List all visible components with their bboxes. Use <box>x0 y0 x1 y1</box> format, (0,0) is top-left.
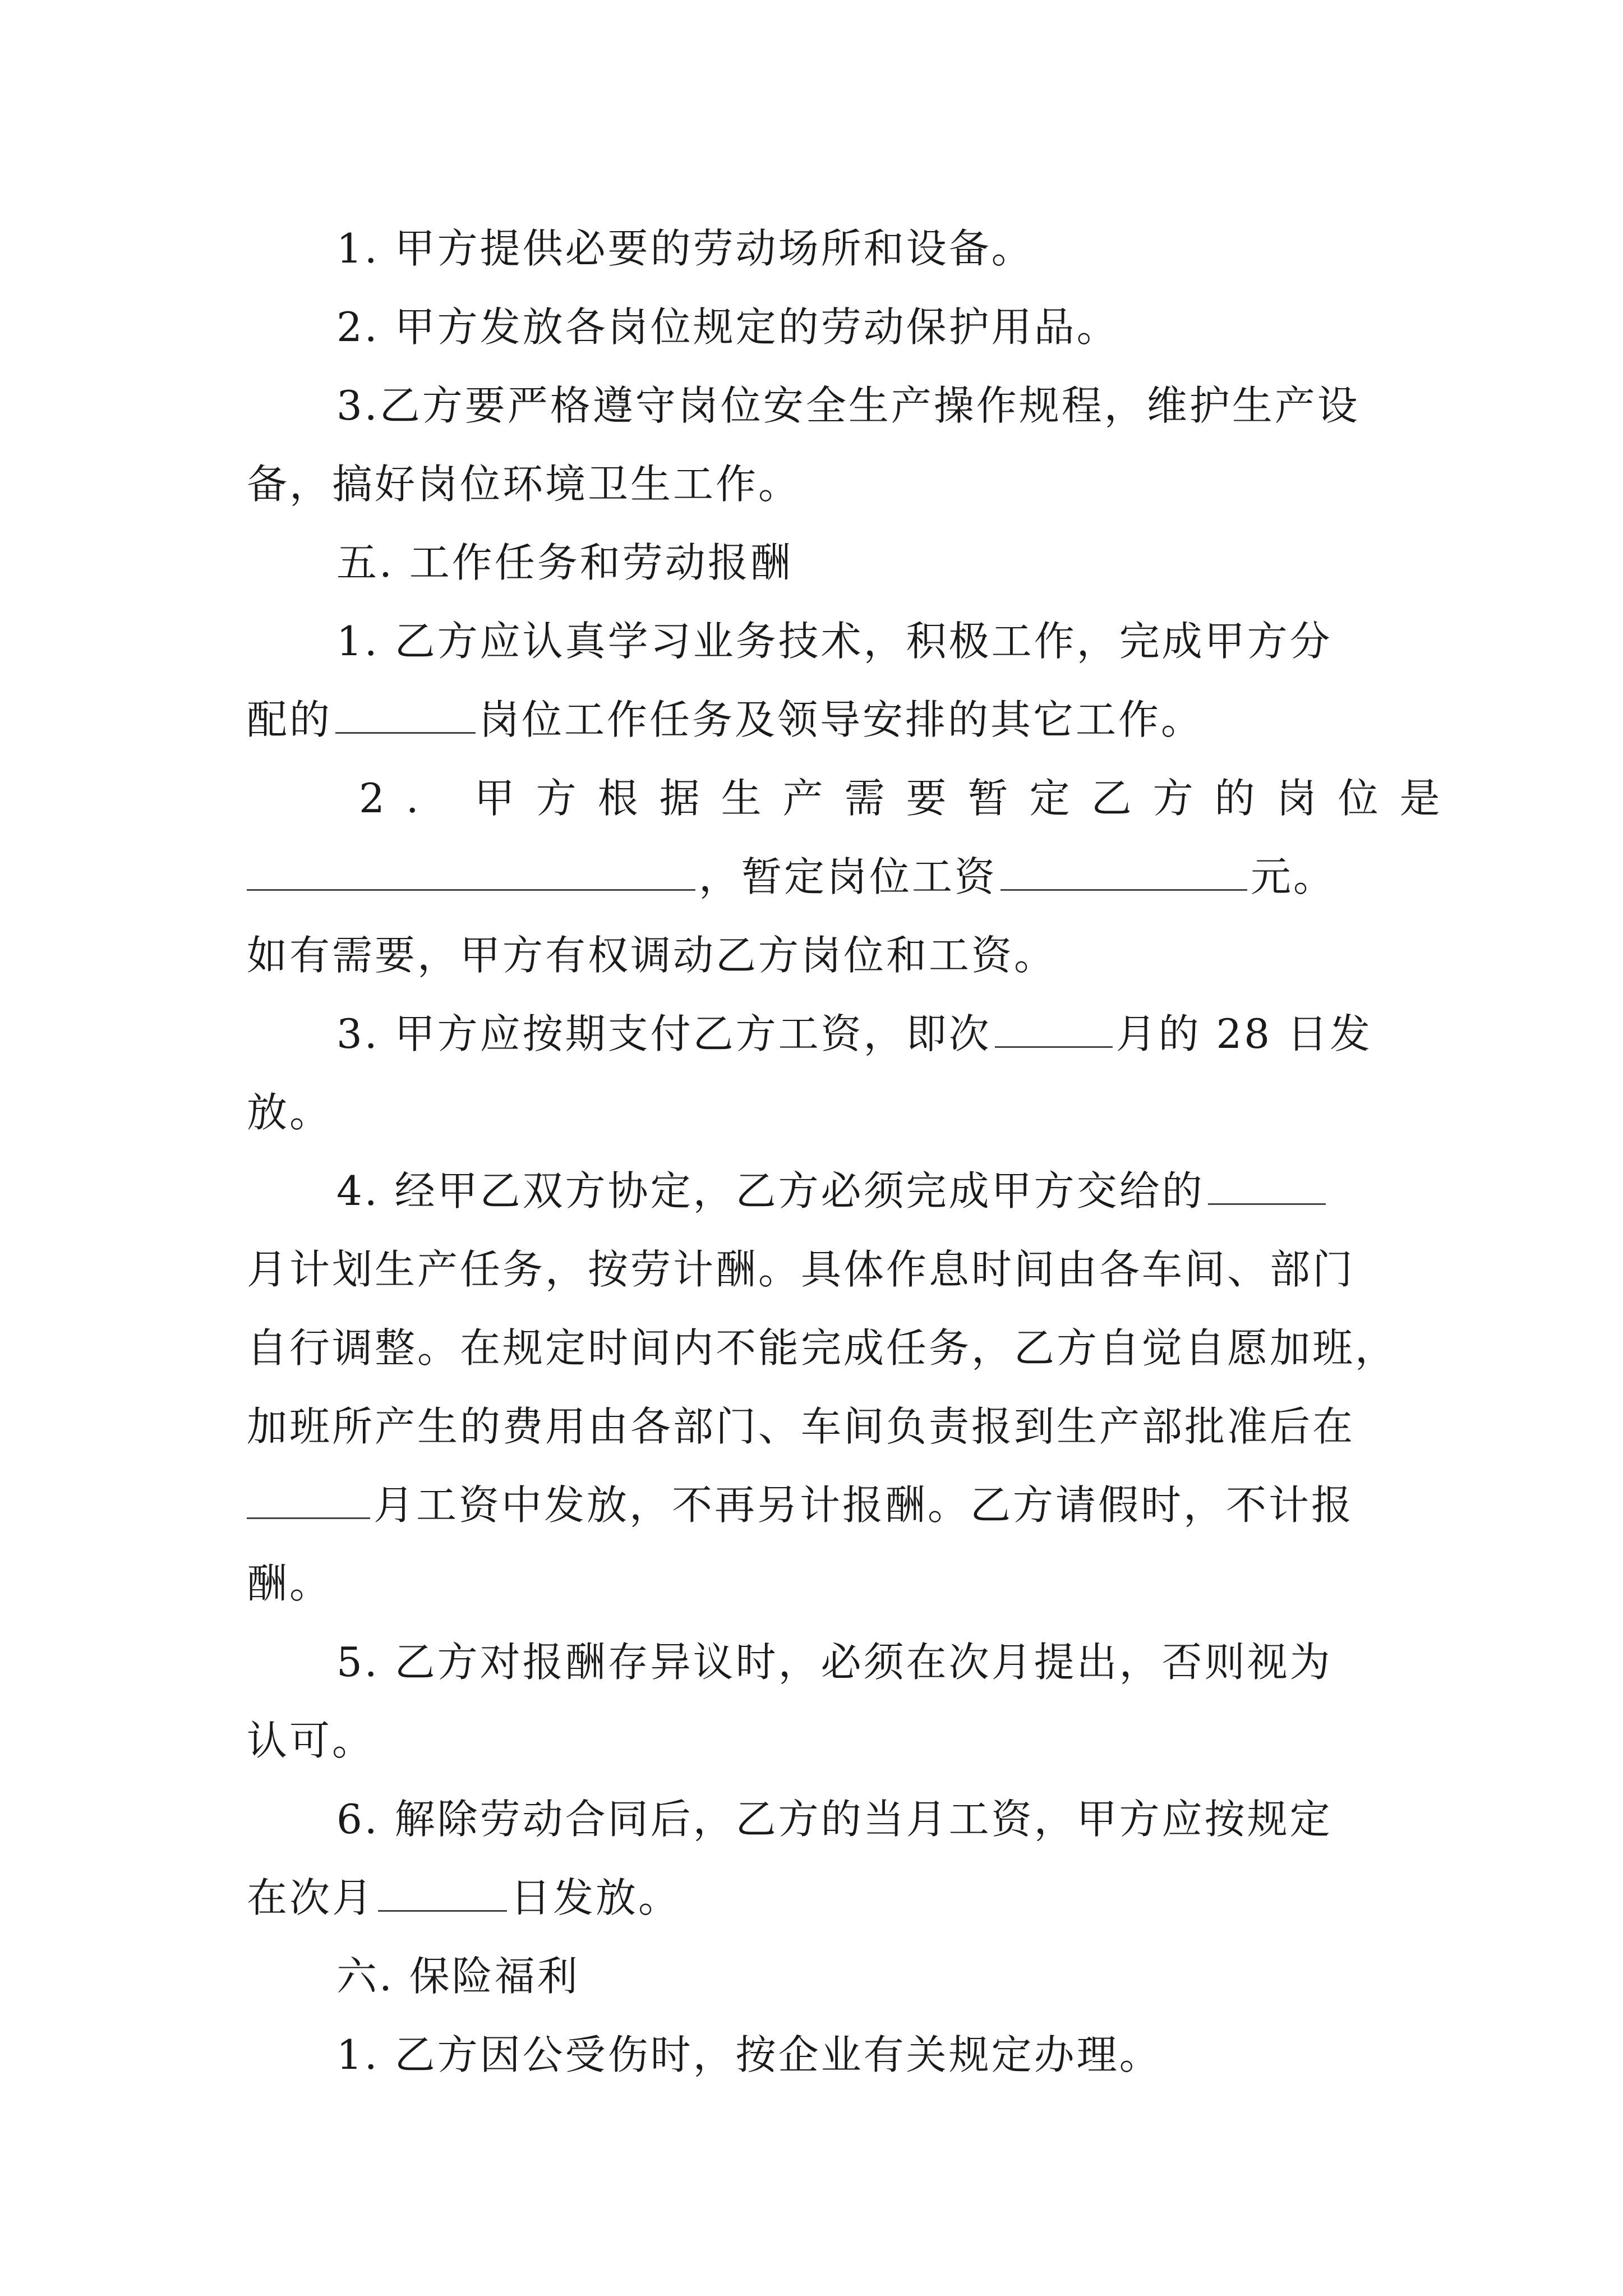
section-heading: 六. 保险福利 <box>336 1953 580 2000</box>
paragraph-text: 6. 解除劳动合同后，乙方的当月工资，甲方应按规定 <box>336 1796 1332 1843</box>
paragraph-text: 放。 <box>247 1089 333 1136</box>
paragraph-text: 1. 乙方因公受伤时，按企业有关规定办理。 <box>336 2031 1162 2078</box>
paragraph-text: 自行调整。在规定时间内不能完成任务，乙方自觉自愿加班， <box>247 1324 1398 1372</box>
clause-5-1-line2 <box>247 687 1391 746</box>
paragraph-text: 2. 甲方根据生产需要暂定乙方的岗位是 <box>359 775 1461 822</box>
month-blank[interactable] <box>995 1011 1113 1048</box>
clause-4-3-line2 <box>247 452 1391 510</box>
clause-5-2-line1 <box>359 766 1503 824</box>
clause-5-6-line1 <box>336 1787 1481 1845</box>
overtime-month-blank[interactable] <box>247 1483 370 1519</box>
clause-5-4-line1 <box>336 1158 1481 1217</box>
position-blank[interactable] <box>247 854 695 891</box>
clause-5-5-line1 <box>336 1630 1481 1688</box>
clause-5-4-line6 <box>247 1551 1391 1609</box>
wage-blank[interactable] <box>1000 854 1247 891</box>
clause-5-1-line1 <box>336 609 1481 667</box>
paragraph-text: 酬。 <box>247 1560 333 1607</box>
clause-5-4-line3 <box>247 1315 1398 1374</box>
clause-5-3-line2 <box>247 1080 1391 1138</box>
paragraph-text: 2. 甲方发放各岗位规定的劳动保护用品。 <box>336 303 1119 351</box>
paragraph-text: 备，搞好岗位环境卫生工作。 <box>247 461 801 508</box>
paragraph-text: 月工资中发放，不再另计报酬。乙方请假时，不计报 <box>374 1481 1354 1529</box>
clause-4-1 <box>336 216 1481 274</box>
pay-day-blank[interactable] <box>378 1875 507 1912</box>
clause-5-2-line3 <box>247 923 1391 981</box>
paragraph-text: 如有需要，甲方有权调动乙方岗位和工资。 <box>247 932 1057 979</box>
fill-in-blank[interactable] <box>335 697 476 734</box>
paragraph-text: 元。 <box>1251 853 1336 900</box>
paragraph-text: 配的 <box>247 696 333 743</box>
paragraph-text: 5. 乙方对报酬存异议时，必须在次月提出，否则视为 <box>336 1639 1332 1686</box>
paragraph-text: 月的 28 日发 <box>1115 1010 1372 1057</box>
paragraph-text: 日发放。 <box>510 1874 681 1921</box>
clause-5-6-line2 <box>247 1865 1391 1924</box>
paragraph-text: 3.乙方要严格遵守岗位安全生产操作规程，维护生产设 <box>336 382 1360 429</box>
section-5-heading <box>336 530 1481 588</box>
section-6-heading <box>336 1944 1481 2002</box>
paragraph-text: 加班所产生的费用由各部门、车间负责报到生产部批准后在 <box>247 1403 1355 1450</box>
paragraph-text: 1. 甲方提供必要的劳动场所和设备。 <box>336 225 1034 272</box>
paragraph-text: ，暂定岗位工资 <box>699 853 998 900</box>
clause-5-2-line2 <box>247 844 1391 903</box>
clause-5-3-line1 <box>336 1001 1481 1060</box>
clause-5-4-line4 <box>247 1394 1391 1452</box>
paragraph-text: 认可。 <box>247 1717 375 1764</box>
section-heading: 五. 工作任务和劳动报酬 <box>336 539 793 586</box>
clause-5-4-line5 <box>247 1473 1391 1531</box>
clause-4-2 <box>336 295 1481 353</box>
paragraph-text: 月计划生产任务，按劳计酬。具体作息时间由各车间、部门 <box>247 1246 1355 1293</box>
clause-4-3-line1 <box>336 373 1391 431</box>
paragraph-text: 4. 经甲乙双方协定，乙方必须完成甲方交给的 <box>336 1167 1205 1214</box>
paragraph-text: 3. 甲方应按期支付乙方工资，即次 <box>336 1010 992 1057</box>
paragraph-text: 在次月 <box>247 1874 375 1921</box>
clause-5-4-line2 <box>247 1237 1391 1295</box>
clause-5-5-line2 <box>247 1708 1391 1766</box>
paragraph-text: 岗位工作任务及领导安排的其它工作。 <box>479 696 1204 743</box>
month-plan-blank[interactable] <box>1208 1168 1326 1205</box>
clause-6-1 <box>336 2022 1481 2081</box>
paragraph-text: 1. 乙方应认真学习业务技术，积极工作，完成甲方分 <box>336 618 1332 665</box>
